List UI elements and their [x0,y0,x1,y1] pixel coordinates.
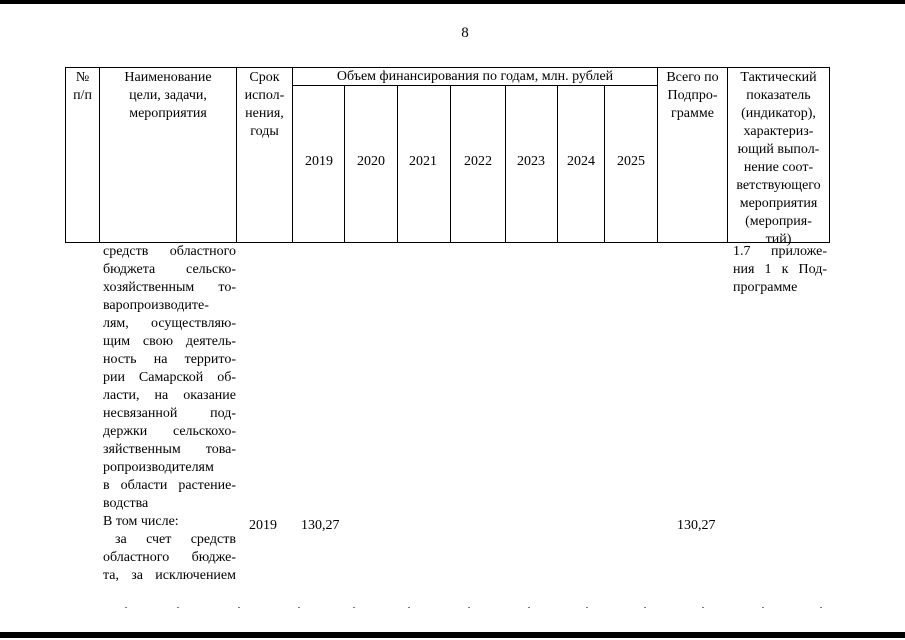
row-value-2019: 130,27 [301,518,340,533]
header-indicator-line: (индикатор), [741,106,816,121]
row-year: 2019 [249,518,277,533]
header-total-line: Подпро- [667,88,718,103]
header-num [66,69,99,105]
description-line: зяйственным това- [103,442,236,457]
description-line: лям, осуществляю- [103,316,236,331]
indicator-line: программе [733,280,798,295]
year-2022: 2022 [464,154,492,169]
header-name [100,69,236,123]
col-border [829,67,830,243]
header-total-line: Всего по [666,70,719,85]
header-term [237,69,292,141]
header-indicator-line: нение соот- [743,160,814,175]
indicator-reference [733,243,827,297]
year-2023: 2023 [517,154,545,169]
page-number: 8 [461,25,469,41]
header-funding: Объем финансирования по годам, млн. рублей [336,69,614,84]
description-line: рии Самарской об- [103,370,236,385]
year-2019: 2019 [305,154,333,169]
header-term-line: Срок [249,70,280,85]
description-line: ласти, на оказание [103,388,236,403]
description-line: ность на террито- [103,352,236,367]
scan-artifacts [120,607,840,609]
measure-description [103,243,236,585]
description-line: водства [103,496,149,511]
year-2025: 2025 [617,154,645,169]
row-total: 130,27 [677,518,716,533]
header-term-line: нения, [245,106,284,121]
description-line: в области растение- [103,478,236,493]
header-num-line: № [75,70,90,85]
header-name-line: мероприятия [129,106,207,121]
in-that-number-label: В том числе: [103,514,179,529]
description-line: щим свою деятель- [103,334,236,349]
header-term-line: испол- [244,88,285,103]
header-indicator-line: (мероприя- [745,214,812,229]
description-line: несвязанной под- [103,406,236,421]
description-line: хозяйственным то- [103,280,236,295]
header-name-line: Наименование [124,70,212,85]
header-indicator-line: ющий выпол- [737,142,820,157]
header-term-line: годы [250,124,279,139]
year-2020: 2020 [357,154,385,169]
header-indicator-line: тий) [765,232,792,247]
col-border [344,85,345,243]
header-indicator-line: ветствующего [736,178,821,193]
description-line: бюджета сельско- [103,262,236,277]
header-indicator-line: характериз- [743,124,814,139]
indicator-line: ния 1 к Под- [733,262,827,277]
header-total-line: грамме [671,106,714,121]
header-num-line: п/п [73,88,92,103]
description-line: ропроизводителям [103,460,214,475]
header-indicator-line: Тактический [740,70,817,85]
bottom-border [0,632,905,638]
header-indicator-line: мероприятия [739,196,818,211]
description-line: средств областного [103,244,236,259]
year-2021: 2021 [409,154,437,169]
col-border [450,85,451,243]
description-line: держки сельскохо- [103,424,236,439]
header-indicator-line: показатель [746,88,811,103]
indicator-line: 1.7 приложе- [733,244,827,259]
year-2024: 2024 [567,154,595,169]
header-name-line: цели, задачи, [129,88,207,103]
sub-description-line: за счет средств [115,532,236,547]
sub-description-line: областного бюдже- [103,550,236,565]
description-line: варопроизводите- [103,298,209,313]
header-indicator [728,69,829,249]
top-border [0,0,905,4]
sub-description-line: та, за исключением [103,568,236,583]
col-border [292,67,293,243]
header-total [658,69,727,123]
